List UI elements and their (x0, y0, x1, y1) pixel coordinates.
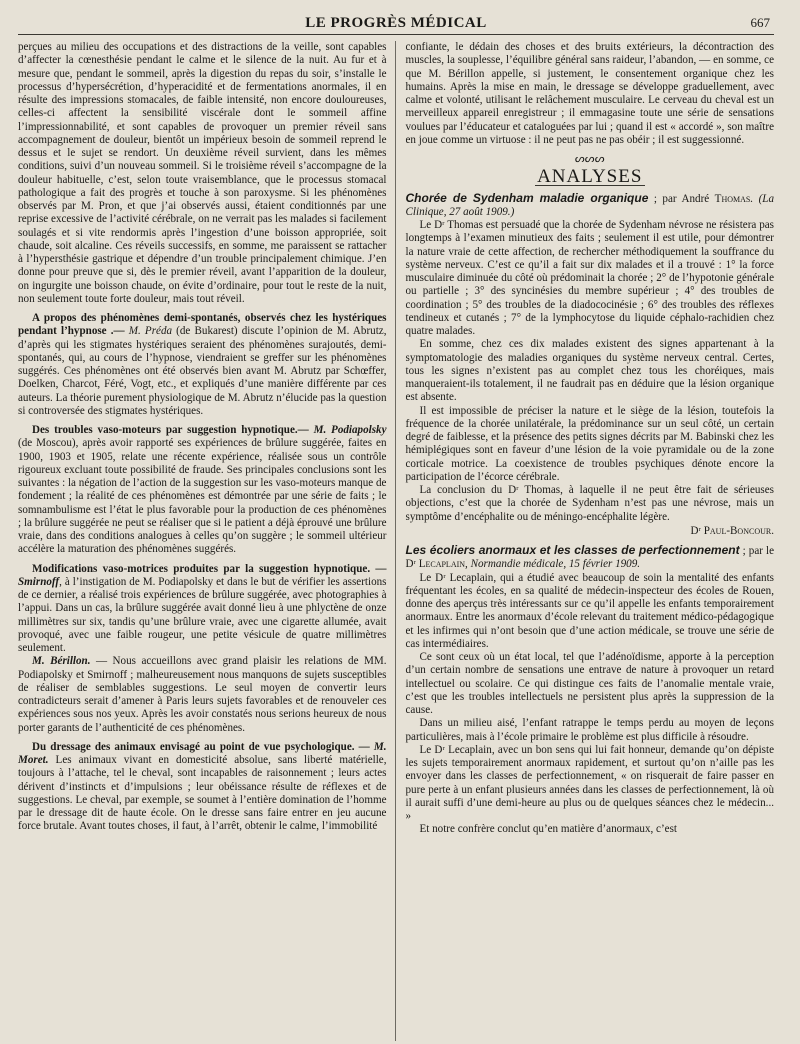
signature: Dʳ Paul-Boncour. (690, 524, 774, 537)
section-body: (de Bukarest) discute l’opinion de M. Abrutz, d’après qui les stigmates hystériques seraient des phénomènes surajoutés, demi-spontanés, qui, au cours de l’hypnose, viendraient se greffer sur les phénomènes suggérés. Ces phénomènes ont été observés bien avant M. Abrutz par Schœffer, Doelken, Charcot, Féré, Vogt, etc., et expliqués d’une manière différente par ces auteurs. La théorie purement physiologique de M. Abrutz n’élucide pas la question si controversée des stigmates hystériques. (18, 325, 387, 417)
byline-prefix: ; par André (648, 192, 715, 205)
speaker-name: M. Moret. (18, 740, 387, 766)
section-body: (de Moscou), après avoir rapporté ses expériences de brûlure suggérée, faites en 1900, 1903 et 1905, relate une récente expérience, réalisée sous un contrôle rigoureux excluant toute possibilité de fraude. Ses principales conclusions sont les suivantes : la négation de l’action de la suggestion sur les vaso-moteurs manque de fondement ; la réalité de ces phénomènes est démontrée par une série de faits ; le somnambulisme est l’état le plus favorable pour la production de ces phénomènes ; la brûlure suggérée ne peut se réaliser que si le patient a déjà éprouvé une brûlure vraie, dans des conditions analogues à celles qu’on suggère ; le sommeil ultérieur accélère la maturation des phénomènes suggérés. (18, 437, 387, 556)
section-body: — Nous accueillons avec grand plaisir les relations de MM. Podiapolsky et Smirnoff ; malheureusement nous manquons de sujets susceptibles de réaliser de semblables suggestions. Le seul moyen de convertir leurs contradicteurs serait d’amener à Paris leurs sujets favorables et de renouveler ces expériences sous nos yeux. Après les avoir constatés nous serions heureux de nous porter garants de l’authenticité de ces phénomènes. (18, 655, 387, 734)
paragraph: Il est impossible de préciser la nature et le siège de la lésion, toutefois la fréquence de la chorée unilatérale, la prédominance sur un seul côté, un certain degré de faiblesse, et la présence des petits signes décrits par M. Babinski chez les hémiplégiques sont en faveur d’une lésion de la voie pyramidale ou de la zone corticale motrice. La coexistence de troubles psychiques dénote encore la participation de l’écorce cérébrale. (405, 404, 774, 483)
section-heading: Modifications vaso-motrices produites par la suggestion hypnotique. — (32, 562, 387, 575)
running-header (18, 14, 774, 35)
paragraph: Le Dʳ Lecaplain, avec un bon sens qui lui fait honneur, demande qu’on dépiste les sujets temporairement anormaux rapidement, et surtout qu’on n’aille pas les envoyer dans les classes de perfectionnement, « on risquerait de faire passer en pure perte à un enfant plusieurs années dans les classes de perfectionnement, là où il aurait suffi d’une demi-heure au plus ou de quelques séances chez le médecin... » (405, 743, 774, 822)
section-heading: A propos des phénomènes demi-spontanés, observés chez les hystériques pendant l’hypnose .— (18, 312, 387, 338)
article-title-chorea (406, 192, 775, 220)
two-column-body (18, 41, 774, 1041)
paragraph: Le Dʳ Lecaplain, qui a étudié avec beaucoup de soin la mentalité des enfants fréquentant les écoles, en sa qualité de médecin-inspecteur des écoles de Rouen, donne des aperçus très intéressants sur ce qu’il appelle les enfants temporairement anormaux. Entre les anormaux d’école relevant du traitement médico-pédagogique et les infirmes qui n’ont besoin que d’une action médicale, se trouve une série de cas intermédiaires. (405, 571, 774, 650)
article-title-ecoliers (406, 544, 775, 572)
section-preda (18, 312, 387, 418)
section-body: , à l’instigation de M. Podiapolsky et dans le but de vérifier les assertions de ce dernier, a réalisé trois expériences de brûlure suggérée, avec photographies à l’appui. Dans un cas, la brûlure suggérée avait donné lieu à une phlyctène de onze millimètres sur six, tandis qu’une brûlure vraie, avec une cigarette allumée, avait provoqué, avec une faible rougeur, une petite vésicule de quatre millimètres seulement. (18, 575, 387, 654)
byline-prefix: ; par le Dʳ (405, 545, 774, 571)
speaker-name: Smirnoff (18, 575, 60, 588)
paragraph: confiante, le dédain des choses et des bruits extérieurs, la décontraction des muscles, la souplesse, l’équilibre général sans raideur, l’abandon, — en somme, ce que M. Bérillon appelle, si justement, le consentement organique chez les humains. Après la mise en main, le dressage se développe graduellement, avec calme et volonté, utilisant le relâchement musculaire. Le cerveau du cheval est un merveilleux appareil enregistreur ; il emmagasine toute une série de sensations voulues par l’éducateur et cataloguées par lui ; quand il est « accordé », son maître en joue comme un virtuose : il ne peut pas ne pas obéir ; il est suggessionné. (405, 41, 774, 146)
section-body: Les animaux vivant en domesticité absolue, sans liberté matérielle, toujours à l’attache, tel le cheval, sont incapables de raisonnement ; leurs actes dérivent d’instincts et d’impulsions ; leur obéissance résulte de réflexes et de suggestions. Le cheval, par exemple, se soumet à l’entière domination de l’homme par le dressage dit de haute école. On le dresse sans faire entrer en jeu aucune force brutale. Avant toutes choses, il faut, à l’arrêt, obtenir le calme, l’immobilité (18, 754, 387, 833)
section-heading: Du dressage des animaux envisagé au point de vue psychologique. — (32, 740, 370, 753)
paragraph: En somme, chez ces dix malades existent des signes appartenant à la symptomatologie des maladies organiques du système nerveux central. Certes, tous les signes n’existent pas au complet chez tous les choréiques, mais manqueraient-ils totalement, il ne faudrait pas en déduire que la lésion organique est absente. (405, 338, 774, 404)
flourish-divider: ᔕᔕᔕ (574, 153, 605, 165)
speaker-name: M. Podiapolsky (313, 424, 387, 436)
section-moret (18, 741, 387, 834)
paragraph: Et notre confrère conclut qu’en matière d’anormaux, c’est (419, 823, 678, 836)
section-heading: Des troubles vaso-moteurs par suggestion hypnotique.— (32, 424, 309, 436)
left-column (18, 41, 396, 1041)
article-author: Lecaplain (418, 558, 466, 571)
article-title: Les écoliers anormaux et les classes de perfectionnement (405, 543, 740, 557)
speaker-name: M. Préda (128, 325, 173, 338)
paragraph: Dans un milieu aisé, l’enfant ratrappe le temps perdu au moyen de leçons particulières, mais à l’école primaire le problème est plus difficile à résoudre. (405, 717, 774, 743)
article-source: , Normandie médicale, 15 février 1909. (465, 558, 641, 571)
paragraph: La conclusion du Dʳ Thomas, à laquelle il ne peut être fait de sérieuses objections, c’est que la chorée de Sydenham n’est pas une névrose, mais un symptôme d’encéphalite ou de méningo-encéphalite légère. (405, 484, 774, 523)
article-title: Chorée de Sydenham maladie organique (405, 190, 649, 205)
analyses-heading: ANALYSES (535, 170, 645, 185)
article-source: . (La Clinique, 27 août 1909.) (405, 192, 774, 218)
section-smirnoff (18, 563, 387, 656)
paragraph: perçues au milieu des occupations et des distractions de la veille, sont capables d’affecter la cœnesthésie pendant le calme et le silence de la nuit. Au fur et à mesure que, pendant le sommeil, après la digestion du repas du soir, s’installe le processus d’hypersécrétion, d’hyperacidité et de fermentations anormales, il en résulte des impressions stomacales, de faible intensité, non encore douloureuses, celles-ci affectent la sensibilité viscérale dont le sommeil affine l’impressionnabilité, et sont capables de provoquer un premier réveil sans accompagnement de douleur, bientôt un impérieux besoin de sommeil reprend le dessus et le sujet se rendort. Un deuxième réveil survient, dans les mêmes conditions, suivi d’un nouveau sommeil. Si le troisième réveil s’accompagne de la douleur habituelle, c’est, selon toute vraisemblance, que le processus stomacal pathologique a fait des progrès et touche à son paroxysme. Si les phénomènes observés par M. Pron, et que j’ai observés aussi, étaient conditionnés par une reprise excessive de l’activité cérébrale, on ne verrait pas les malades si facilement soulagés et si vite rendormis après l’ingestion d’une boisson appropriée, soit chaude, soit alcaline. Ces réveils successifs, en somme, me paraissent se rattacher à l’hypersthésie gastrique et dépendre d’un trouble principalement chimique. J’en donne pour preuve que si, dès le premier réveil, avant l’apparition de la douleur, on ingurgite une boisson chaude, on évite d’ordinaire, pour tout le reste de la nuit, non seulement toute forte douleur, mais tout réveil. (18, 41, 387, 305)
section-berillon (18, 655, 387, 735)
speaker-name: M. Bérillon. (32, 655, 91, 668)
paragraph: Ce sont ceux où un état local, tel que l’adénoïdisme, apporte à la perception d’un certain nombre de sensations une entrave de nature à provoquer un retard intellectuel ou scolaire. Ce qui distingue ces faits de l’anomalie mentale vraie, c’est que les troubles intellectuels ne persistent plus après la suppression de la cause. (405, 651, 774, 716)
journal-title: LE PROGRÈS MÉDICAL (305, 15, 487, 31)
paragraph: Le Dʳ Thomas est persuadé que la chorée de Sydenham névrose ne résistera pas longtemps à l’examen minutieux des faits ; seulement il est utile, pour démontrer la nature vraie de cette affection, de rechercher méthodiquement la souffrance du système nerveux. C’est ce qu’il a fait sur dix malades et il a trouvé : 1° la force musculaire diminuée du côté où prédominait la chorée ; 2° de l’hypotonie générale ou partielle ; 3° des syncinésies du membre supérieur ; 4° des troubles de coordination ; 5° des troubles de la diadococinésie ; 6° des troubles des réflexes tendineux et cutanés ; 7° de la lymphocytose du liquide céphalo-rachidien chez quatre malades. (405, 219, 774, 337)
page-number: 667 (750, 15, 770, 30)
article-author: Thomas (714, 192, 751, 205)
right-column (396, 41, 775, 1041)
section-podiapolsky (18, 424, 387, 557)
